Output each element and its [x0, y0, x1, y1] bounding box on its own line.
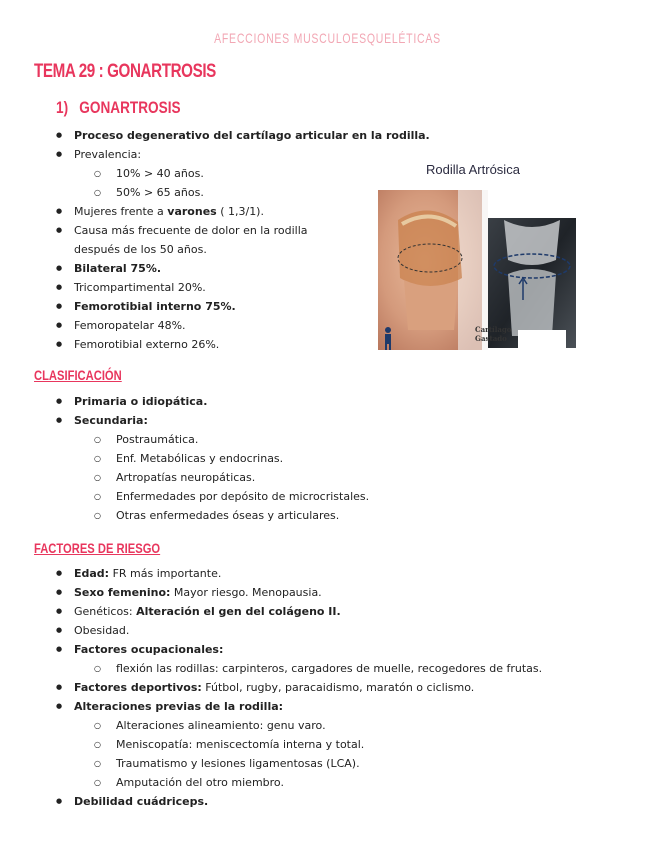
- knee-figure: [378, 160, 578, 352]
- gonartrosis-list: [56, 126, 430, 354]
- section-title-text: GONARTROSIS: [79, 98, 181, 117]
- list-item: ○ 50% > 65 años.: [94, 183, 430, 202]
- list-item: ○ flexión las rodillas: carpinteros, cargadores de muelle, recogedores de frutas.: [94, 659, 542, 678]
- list-item: ○ Meniscopatía: meniscectomía interna y total.: [94, 735, 542, 754]
- list-item: ● Edad: FR más importante.: [56, 564, 542, 583]
- list-item: ○ Enfermedades por depósito de microcristales.: [94, 487, 369, 506]
- list-item: ● Sexo femenino: Mayor riesgo. Menopausia.: [56, 583, 542, 602]
- figure-title: Rodilla Artrósica: [426, 162, 520, 177]
- list-item: ● Debilidad cuádriceps.: [56, 792, 542, 811]
- knee-illustration: [378, 160, 578, 352]
- section-number: 1): [56, 98, 69, 117]
- list-item: ● Secundaria:: [56, 411, 369, 430]
- list-item: ○ 10% > 40 años.: [94, 164, 430, 183]
- list-item: ● Causa más frecuente de dolor en la rodilla después de los 50 años.: [56, 221, 354, 259]
- clasificacion-list: [56, 392, 369, 525]
- list-item: ○ Artropatías neuropáticas.: [94, 468, 369, 487]
- list-item: ○ Enf. Metabólicas y endocrinas.: [94, 449, 369, 468]
- list-item: ● Factores ocupacionales:: [56, 640, 542, 659]
- list-item: ○ Otras enfermedades óseas y articulares.: [94, 506, 369, 525]
- list-item: ● Femorotibial externo 26%.: [56, 335, 430, 354]
- list-item: ● Genéticos: Alteración el gen del colágeno II.: [56, 602, 542, 621]
- list-item: ○ Traumatismo y lesiones ligamentosas (LCA).: [94, 754, 542, 773]
- list-item: ● Obesidad.: [56, 621, 542, 640]
- list-item: ○ Amputación del otro miembro.: [94, 773, 542, 792]
- list-item: ● Tricompartimental 20%.: [56, 278, 430, 297]
- list-item: ● Alteraciones previas de la rodilla:: [56, 697, 542, 716]
- list-item: ● Femorotibial interno 75%.: [56, 297, 430, 316]
- list-item: ● Factores deportivos: Fútbol, rugby, paracaidismo, maratón o ciclismo.: [56, 678, 542, 697]
- clasificacion-heading: CLASIFICACIÓN: [34, 367, 122, 383]
- list-item: ● Primaria o idiopática.: [56, 392, 369, 411]
- page-title: TEMA 29 : GONARTROSIS: [34, 61, 216, 82]
- list-item: ● Prevalencia:: [56, 145, 430, 164]
- list-item: ○ Alteraciones alineamiento: genu varo.: [94, 716, 542, 735]
- figure-caption: Cartílago Gastado: [475, 325, 512, 343]
- factores-heading: FACTORES DE RIESGO: [34, 540, 161, 556]
- factores-list: [56, 564, 542, 811]
- list-item: ● Proceso degenerativo del cartílago articular en la rodilla.: [56, 126, 430, 145]
- list-item: ● Femoropatelar 48%.: [56, 316, 430, 335]
- list-item: ● Bilateral 75%.: [56, 259, 430, 278]
- list-item: ● Mujeres frente a varones ( 1,3/1).: [56, 202, 430, 221]
- page-header: AFECCIONES MUSCULOESQUELÉTICAS: [214, 30, 441, 46]
- list-item: ○ Postraumática.: [94, 430, 369, 449]
- section-title: [56, 98, 181, 118]
